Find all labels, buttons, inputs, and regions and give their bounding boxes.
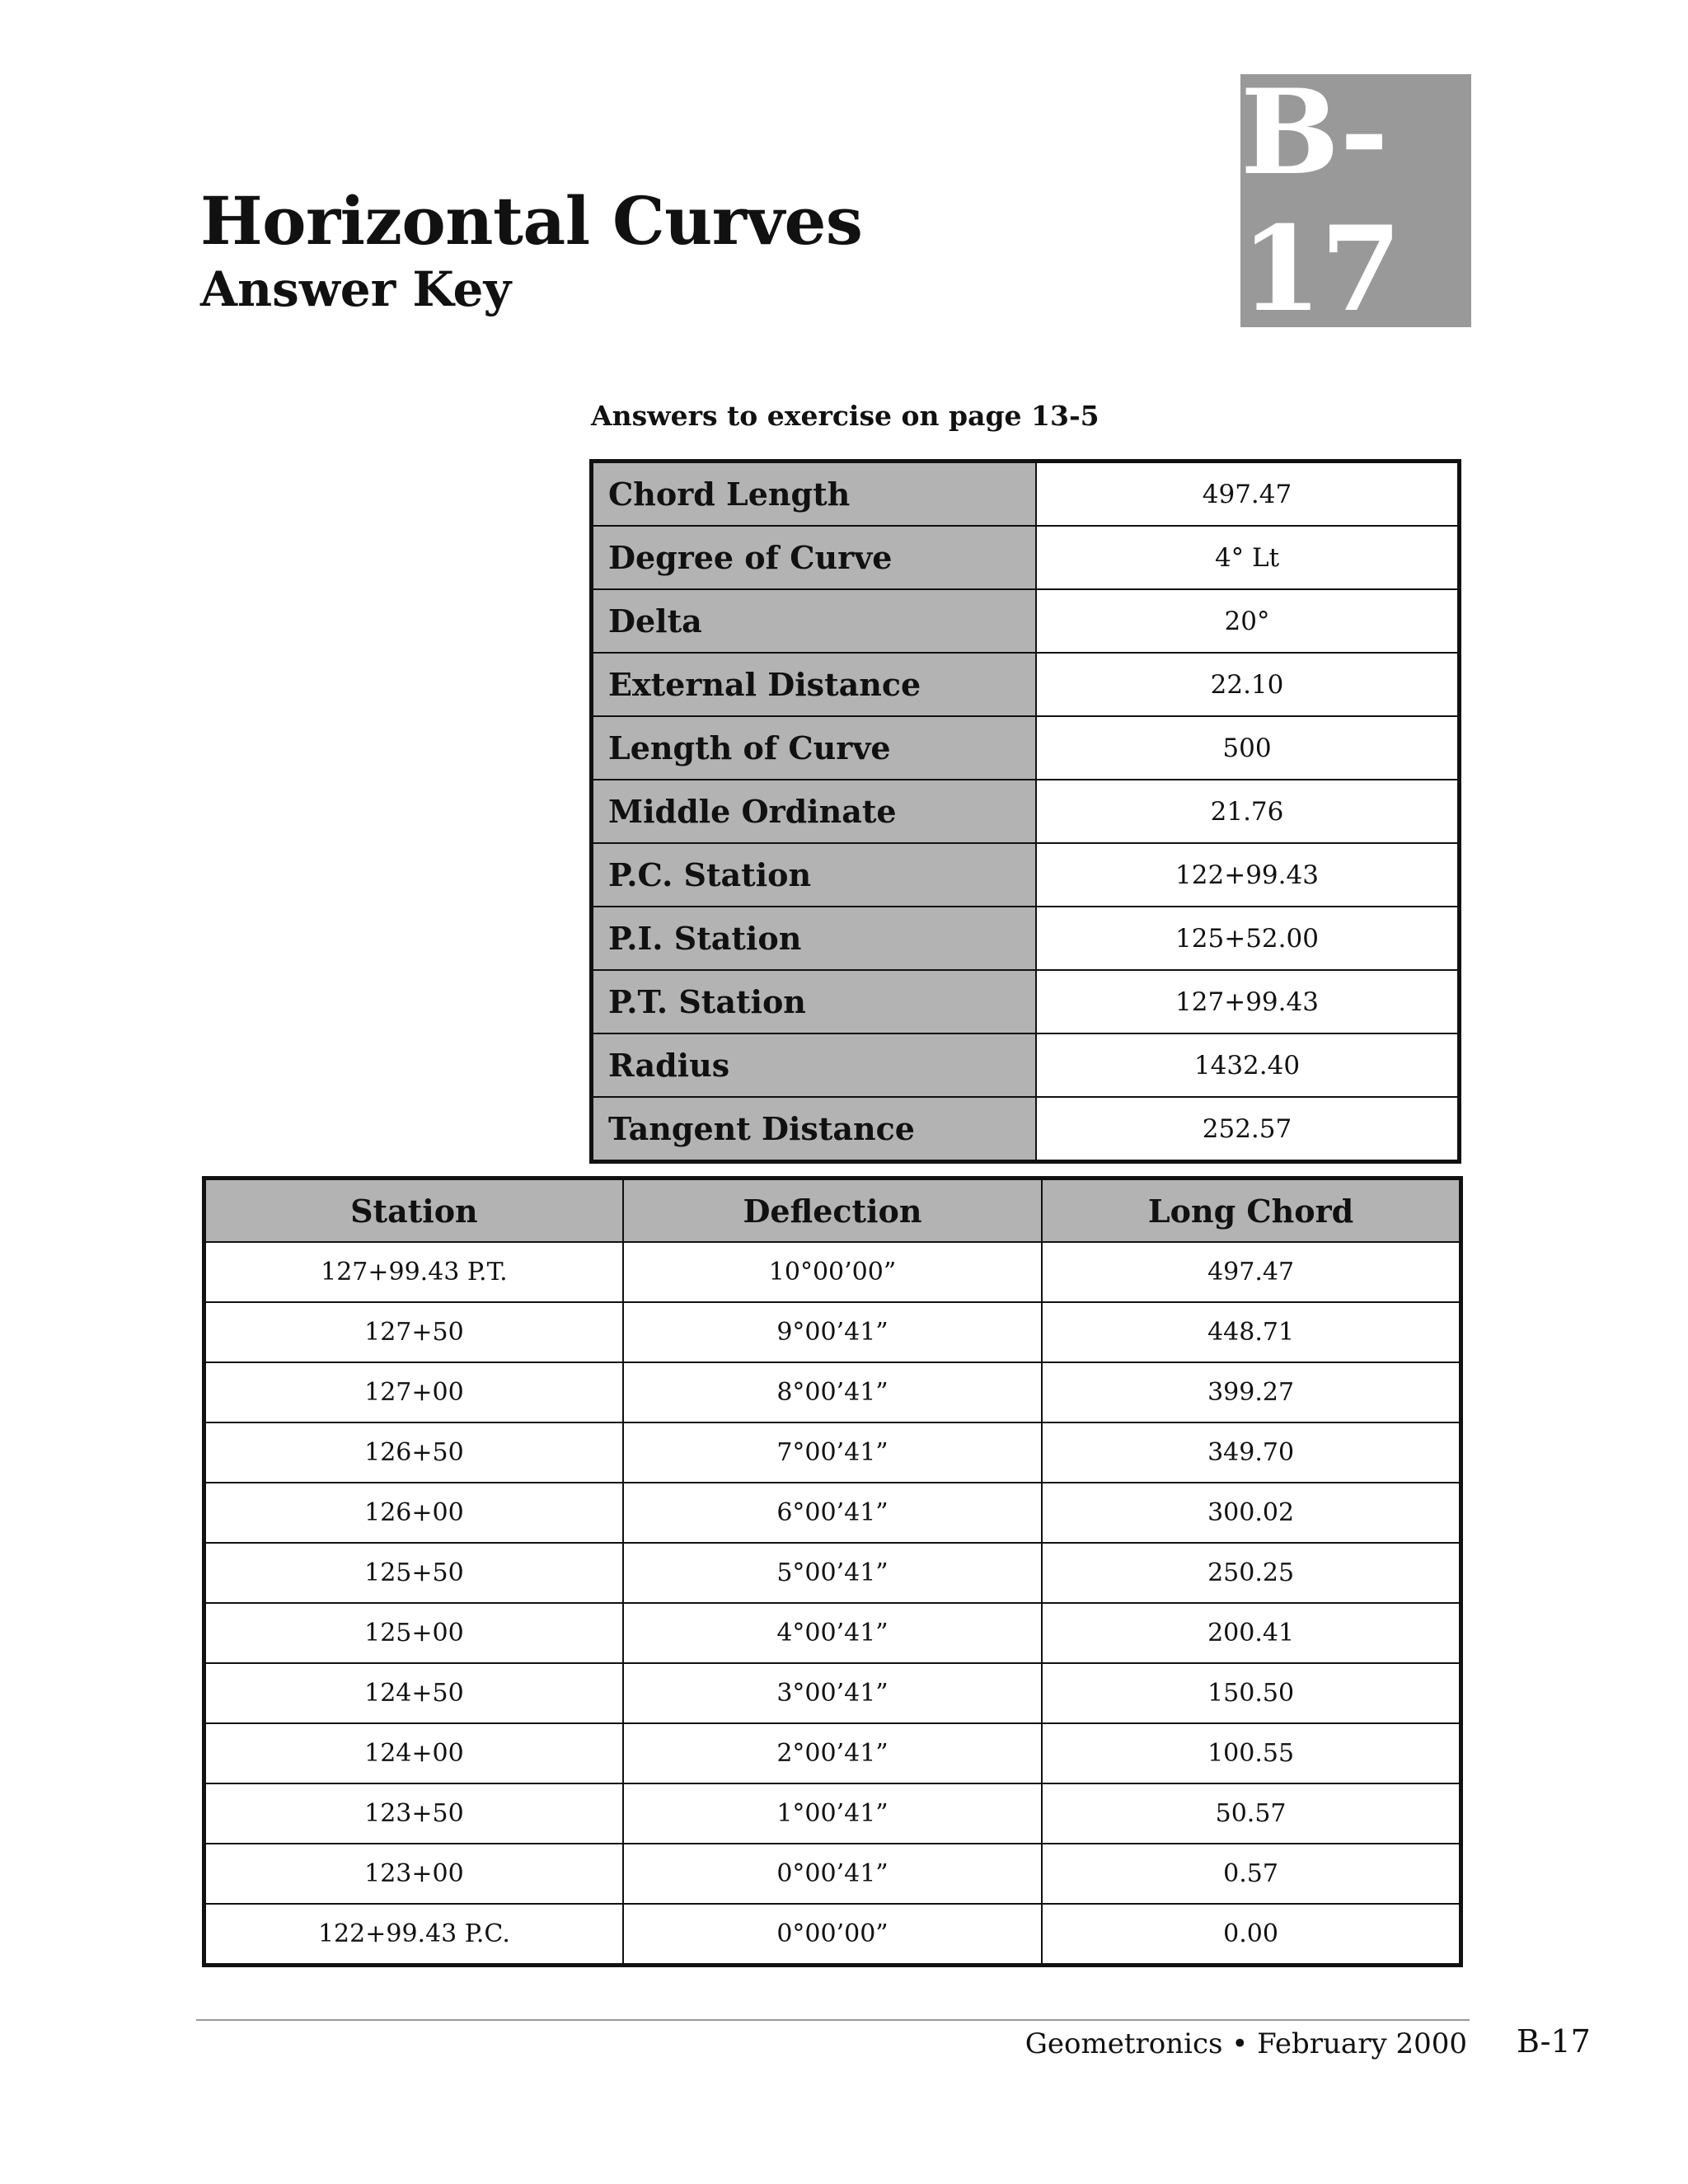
long-chord-cell: 300.02 — [1042, 1483, 1461, 1543]
summary-label: External Distance — [592, 653, 1037, 716]
long-chord-cell: 250.25 — [1042, 1543, 1461, 1603]
deflection-cell: 0°00’41” — [623, 1844, 1042, 1904]
column-header-deflection: Deflection — [623, 1179, 1042, 1243]
station-cell: 127+99.43 P.T. — [204, 1242, 623, 1302]
exercise-caption: Answers to exercise on page 13-5 — [591, 400, 1100, 432]
station-cell: 125+50 — [204, 1543, 623, 1603]
summary-row — [592, 843, 1460, 907]
summary-row — [592, 653, 1460, 716]
table-row — [204, 1603, 1461, 1663]
stakeout-header-row — [204, 1179, 1461, 1243]
summary-label: Chord Length — [592, 462, 1037, 527]
table-row — [204, 1723, 1461, 1783]
summary-value: 1432.40 — [1036, 1033, 1460, 1097]
deflection-cell: 3°00’41” — [623, 1663, 1042, 1723]
table-row — [204, 1543, 1461, 1603]
long-chord-cell: 100.55 — [1042, 1723, 1461, 1783]
curve-summary-table — [589, 459, 1461, 1164]
station-cell: 123+00 — [204, 1844, 623, 1904]
deflection-cell: 0°00’00” — [623, 1904, 1042, 1966]
summary-value: 22.10 — [1036, 653, 1460, 716]
station-cell: 123+50 — [204, 1783, 623, 1844]
summary-value: 127+99.43 — [1036, 970, 1460, 1033]
summary-label: P.I. Station — [592, 907, 1037, 970]
summary-row — [592, 1097, 1460, 1162]
station-cell: 127+50 — [204, 1302, 623, 1362]
chapter-tab: B-17 — [1240, 74, 1471, 327]
page-subtitle: Answer Key — [200, 261, 512, 317]
deflection-cell: 10°00’00” — [623, 1242, 1042, 1302]
deflection-cell: 8°00’41” — [623, 1362, 1042, 1422]
summary-row — [592, 526, 1460, 589]
summary-label: Delta — [592, 589, 1037, 653]
summary-label: Length of Curve — [592, 716, 1037, 780]
summary-label: Radius — [592, 1033, 1037, 1097]
deflection-cell: 5°00’41” — [623, 1543, 1042, 1603]
deflection-cell: 6°00’41” — [623, 1483, 1042, 1543]
summary-value: 497.47 — [1036, 462, 1460, 527]
summary-value: 4° Lt — [1036, 526, 1460, 589]
summary-row — [592, 589, 1460, 653]
long-chord-cell: 150.50 — [1042, 1663, 1461, 1723]
long-chord-cell: 497.47 — [1042, 1242, 1461, 1302]
table-row — [204, 1422, 1461, 1483]
footer-publication: Geometronics • February 2000 — [1025, 2027, 1467, 2060]
summary-value: 125+52.00 — [1036, 907, 1460, 970]
page-number: B-17 — [1517, 2023, 1591, 2060]
station-cell: 122+99.43 P.C. — [204, 1904, 623, 1966]
long-chord-cell: 0.00 — [1042, 1904, 1461, 1966]
long-chord-cell: 200.41 — [1042, 1603, 1461, 1663]
long-chord-cell: 50.57 — [1042, 1783, 1461, 1844]
station-cell: 127+00 — [204, 1362, 623, 1422]
column-header-station: Station — [204, 1179, 623, 1243]
deflection-cell: 2°00’41” — [623, 1723, 1042, 1783]
summary-row — [592, 1033, 1460, 1097]
summary-label: Middle Ordinate — [592, 780, 1037, 843]
summary-value: 20° — [1036, 589, 1460, 653]
table-row — [204, 1663, 1461, 1723]
long-chord-cell: 399.27 — [1042, 1362, 1461, 1422]
table-row — [204, 1242, 1461, 1302]
long-chord-cell: 448.71 — [1042, 1302, 1461, 1362]
table-row — [204, 1483, 1461, 1543]
column-header-long-chord: Long Chord — [1042, 1179, 1461, 1243]
long-chord-cell: 0.57 — [1042, 1844, 1461, 1904]
summary-label: Tangent Distance — [592, 1097, 1037, 1162]
table-row — [204, 1362, 1461, 1422]
station-cell: 125+00 — [204, 1603, 623, 1663]
footer-divider — [196, 2019, 1470, 2021]
summary-label: P.T. Station — [592, 970, 1037, 1033]
table-row — [204, 1302, 1461, 1362]
station-cell: 124+00 — [204, 1723, 623, 1783]
deflection-cell: 7°00’41” — [623, 1422, 1042, 1483]
station-cell: 124+50 — [204, 1663, 623, 1723]
page-title: Horizontal Curves — [200, 182, 863, 260]
summary-row — [592, 462, 1460, 527]
stakeout-table — [202, 1176, 1463, 1967]
summary-label: Degree of Curve — [592, 526, 1037, 589]
station-cell: 126+00 — [204, 1483, 623, 1543]
deflection-cell: 9°00’41” — [623, 1302, 1042, 1362]
table-row — [204, 1783, 1461, 1844]
summary-value: 252.57 — [1036, 1097, 1460, 1162]
summary-row — [592, 780, 1460, 843]
summary-value: 21.76 — [1036, 780, 1460, 843]
summary-row — [592, 970, 1460, 1033]
table-row — [204, 1904, 1461, 1966]
summary-value: 500 — [1036, 716, 1460, 780]
summary-row — [592, 907, 1460, 970]
deflection-cell: 4°00’41” — [623, 1603, 1042, 1663]
summary-value: 122+99.43 — [1036, 843, 1460, 907]
long-chord-cell: 349.70 — [1042, 1422, 1461, 1483]
summary-row — [592, 716, 1460, 780]
summary-label: P.C. Station — [592, 843, 1037, 907]
table-row — [204, 1844, 1461, 1904]
deflection-cell: 1°00’41” — [623, 1783, 1042, 1844]
station-cell: 126+50 — [204, 1422, 623, 1483]
